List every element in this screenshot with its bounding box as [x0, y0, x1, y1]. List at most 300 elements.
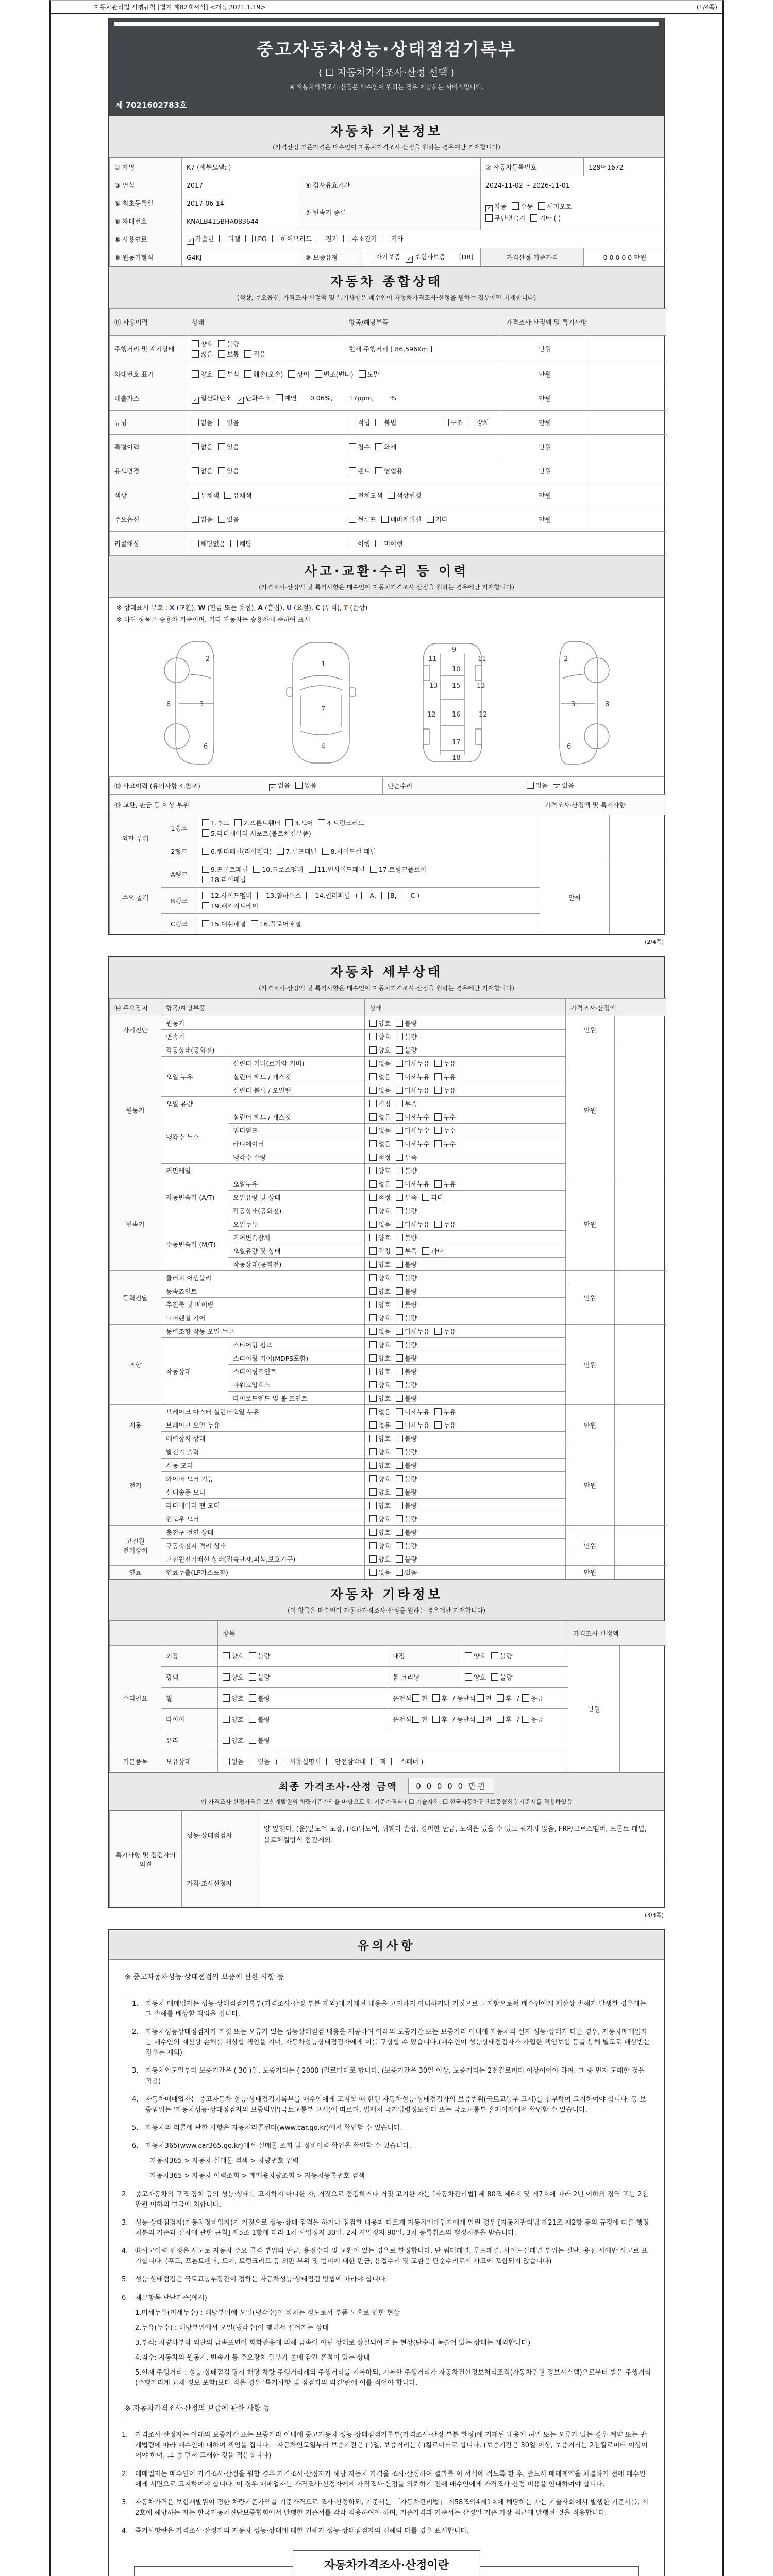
checkbox[interactable] [202, 829, 209, 837]
checkbox[interactable] [434, 1113, 442, 1121]
checkbox[interactable] [369, 1180, 377, 1188]
checkbox[interactable] [491, 1673, 498, 1681]
checkbox[interactable] [369, 1381, 377, 1388]
checkbox[interactable] [434, 1087, 442, 1094]
checkbox[interactable] [434, 1060, 442, 1067]
table-cell: 오일누유 [228, 1177, 365, 1191]
checkbox[interactable] [251, 920, 258, 927]
notices-subhead-1: ※ 중고자동차성능·상태점검의 보증에 관한 사항 등 [122, 1965, 651, 1991]
checkbox[interactable] [369, 1368, 377, 1375]
checkbox[interactable] [369, 1354, 377, 1362]
checkbox[interactable] [465, 1673, 472, 1681]
checkbox[interactable] [396, 1421, 403, 1429]
checkbox[interactable] [442, 419, 449, 426]
checkbox[interactable] [422, 1247, 429, 1255]
option: 미세누수 [396, 1113, 429, 1121]
checkbox[interactable] [306, 892, 313, 899]
option: 양호 [369, 1167, 391, 1175]
checkbox[interactable] [202, 866, 209, 873]
checkbox[interactable] [219, 235, 226, 242]
notices-body [109, 1960, 664, 2576]
option: ✓ 가솔린 [187, 235, 214, 243]
diagram-number: 4 [321, 743, 325, 751]
table-cell: 커먼레일 [161, 1164, 365, 1177]
checkbox[interactable] [512, 202, 519, 210]
checkbox[interactable] [349, 540, 356, 547]
table-cell: 특기사항 및 점검자의 의견 [110, 1811, 182, 1907]
option: 도말 [359, 370, 380, 378]
checkbox[interactable] [434, 1421, 442, 1429]
option: 전 [412, 1716, 427, 1723]
checkbox[interactable] [427, 516, 434, 523]
checkbox[interactable] [396, 1368, 403, 1375]
table-cell [365, 1392, 566, 1405]
checkbox[interactable] [369, 1408, 377, 1415]
checkbox[interactable] [382, 235, 389, 242]
table-row [110, 795, 666, 815]
table-cell [344, 483, 501, 507]
option: 미이행 [375, 540, 402, 548]
checkbox[interactable] [369, 1488, 377, 1496]
table-cell: 만원 [501, 507, 589, 532]
checkbox[interactable] [391, 1758, 398, 1765]
checkbox[interactable] [218, 443, 225, 450]
checkbox[interactable] [527, 782, 534, 789]
checkbox[interactable] [477, 1694, 484, 1702]
checkbox[interactable] [396, 1100, 403, 1107]
checkbox[interactable] [369, 1515, 377, 1522]
option: 보통 [218, 350, 239, 358]
checkbox[interactable] [276, 394, 283, 401]
checkbox[interactable] [349, 516, 356, 523]
checkbox[interactable]: ✓ [485, 205, 493, 212]
table-cell: 가격조사·산정액 및 특기사항 [540, 795, 666, 815]
checkbox[interactable] [192, 419, 199, 426]
checkbox[interactable] [522, 1694, 529, 1702]
checkbox[interactable] [202, 892, 209, 899]
option: 없음 [369, 1328, 391, 1335]
option: ✓ 일산화탄소 [192, 394, 231, 402]
checkbox[interactable] [249, 1694, 256, 1702]
checkbox[interactable] [396, 1515, 403, 1522]
checkbox[interactable] [223, 1652, 230, 1659]
checkbox[interactable] [434, 1328, 442, 1335]
checkbox[interactable] [369, 1314, 377, 1321]
checkbox[interactable] [396, 1408, 403, 1415]
checkbox[interactable] [349, 443, 356, 450]
checkbox[interactable] [396, 1060, 403, 1067]
checkbox[interactable]: ✓ [553, 784, 560, 791]
checkbox[interactable] [218, 467, 225, 474]
table-cell [344, 411, 501, 435]
checkbox[interactable] [396, 1046, 403, 1054]
option: / 동반석 [452, 1716, 476, 1723]
table-cell: 자가보증 ✓ 보험사보증 [DB] [362, 248, 481, 266]
checkbox[interactable] [396, 1287, 403, 1295]
checkbox[interactable] [369, 1154, 377, 1161]
checkbox[interactable] [244, 370, 251, 378]
option: 양호 [369, 1234, 391, 1242]
checkbox[interactable] [396, 1475, 403, 1482]
table-cell [589, 435, 666, 459]
checkbox[interactable] [192, 467, 199, 474]
checkbox[interactable] [369, 1100, 377, 1107]
checkbox[interactable] [396, 1194, 403, 1201]
option: ✓ 자동 [485, 202, 507, 210]
checkbox[interactable] [396, 1354, 403, 1362]
legend-line [116, 602, 657, 614]
checkbox[interactable] [396, 1395, 403, 1402]
table-cell: 현재 주행거리 [ 86,596Km ] [344, 336, 501, 362]
checkbox[interactable] [530, 214, 537, 222]
price-definition-box [134, 2559, 639, 2576]
page-marker-3: (3/4쪽) [645, 1912, 664, 1919]
checkbox[interactable] [396, 1314, 403, 1321]
checkbox[interactable] [369, 1261, 377, 1268]
table-cell [620, 1646, 666, 1772]
checkbox[interactable] [396, 1274, 403, 1281]
option: 후 [497, 1694, 512, 1702]
option: A, [361, 892, 377, 900]
checkbox[interactable] [322, 848, 329, 855]
table-row [110, 336, 666, 362]
checkbox[interactable] [234, 819, 242, 826]
checkbox[interactable] [396, 1301, 403, 1308]
table-cell: 가격산정 기준가격 [481, 248, 584, 266]
option: 불량 [396, 1167, 417, 1175]
table-cell [365, 1016, 566, 1030]
table-cell: 만원 [501, 411, 589, 435]
checkbox[interactable]: ✓ [187, 238, 194, 245]
option: 양호 [369, 1435, 391, 1443]
option: 썬루프 [349, 516, 376, 523]
checkbox[interactable] [491, 1652, 498, 1659]
checkbox[interactable] [396, 1341, 403, 1348]
checkbox[interactable] [349, 467, 356, 474]
legend-note: ※ 하단 항목은 승용차 기준이며, 기타 자동차는 승용차에 준하여 표시 [116, 615, 311, 623]
checkbox[interactable] [367, 253, 374, 260]
option: 4.트렁크리드 [318, 819, 364, 827]
checkbox[interactable]: ✓ [192, 397, 199, 404]
table-cell: 외장 [161, 1646, 218, 1667]
option: 불량 [396, 1515, 417, 1523]
table-row [110, 507, 666, 532]
checkbox[interactable] [396, 1180, 403, 1188]
checkbox[interactable] [192, 370, 199, 378]
checkbox[interactable] [202, 920, 209, 927]
checkbox[interactable] [396, 1127, 403, 1134]
checkbox[interactable] [396, 1502, 403, 1509]
option: 없음 [369, 1127, 391, 1134]
checkbox[interactable] [396, 1381, 403, 1388]
checkbox[interactable] [223, 1694, 230, 1702]
checkbox[interactable] [369, 1127, 377, 1134]
notices-block [108, 1929, 665, 2576]
checkbox[interactable] [396, 1207, 403, 1214]
checkbox[interactable] [202, 902, 209, 909]
checkbox[interactable] [249, 1758, 256, 1765]
checkbox[interactable] [375, 467, 382, 474]
checkbox[interactable] [349, 419, 356, 426]
checkbox[interactable] [434, 1073, 442, 1080]
misc-info-table [109, 1621, 666, 1772]
option: 없음 [369, 1113, 391, 1121]
table-cell: 항목/해당부품 [161, 999, 365, 1016]
checkbox[interactable] [343, 235, 350, 242]
table-row [110, 459, 666, 483]
table-cell [522, 777, 666, 794]
checkbox[interactable] [381, 892, 389, 899]
checkbox[interactable] [253, 866, 260, 873]
table-cell [365, 1284, 566, 1298]
checkbox[interactable] [402, 892, 409, 899]
table-cell: 만원 [501, 435, 589, 459]
option: 있음 [218, 516, 239, 523]
checkbox[interactable] [369, 1274, 377, 1281]
checkbox[interactable] [396, 1569, 403, 1576]
checkbox[interactable] [369, 1529, 377, 1536]
checkbox[interactable] [396, 1247, 403, 1255]
checkbox[interactable] [369, 1328, 377, 1335]
legend-codes: X (교환), W (판금 또는 용접), A (흠집), U (요철), C (부식), T (손상) [170, 604, 368, 612]
checkbox[interactable] [396, 1087, 403, 1094]
checkbox[interactable] [375, 419, 382, 426]
checkbox[interactable] [422, 1194, 429, 1201]
checkbox[interactable] [375, 540, 382, 547]
checkbox[interactable] [369, 1448, 377, 1455]
option: 전 [412, 1694, 427, 1702]
option: 없음 [369, 1221, 391, 1228]
checkbox[interactable] [224, 492, 231, 499]
table-row [110, 1043, 666, 1057]
checkbox[interactable] [349, 492, 356, 499]
checkbox[interactable] [522, 1716, 529, 1723]
checkbox[interactable] [370, 866, 377, 873]
checkbox[interactable] [192, 443, 199, 450]
checkbox[interactable] [244, 350, 251, 358]
checkbox[interactable] [295, 782, 303, 789]
option: / [516, 1694, 522, 1702]
checkbox[interactable] [396, 1234, 403, 1241]
option: 16.플로어패널 [251, 920, 301, 928]
checkbox[interactable] [192, 340, 199, 347]
checkbox[interactable] [396, 1020, 403, 1027]
checkbox[interactable] [245, 235, 253, 242]
checkbox[interactable] [369, 1421, 377, 1429]
checkbox[interactable] [396, 1462, 403, 1469]
checkbox[interactable] [249, 1737, 256, 1744]
checkbox[interactable] [369, 1167, 377, 1174]
checkbox[interactable] [249, 1652, 256, 1659]
checkbox[interactable] [249, 1716, 256, 1723]
option: 적정 [369, 1100, 391, 1108]
checkbox[interactable] [202, 876, 209, 883]
table-cell [610, 861, 666, 934]
table-cell [365, 1365, 566, 1378]
checkbox[interactable] [223, 1673, 230, 1681]
option: 기타 [427, 516, 448, 523]
checkbox[interactable] [359, 370, 366, 378]
option: 19.패키지트레이 [202, 902, 258, 910]
checkbox[interactable]: ✓ [269, 784, 276, 791]
checkbox[interactable] [272, 235, 279, 242]
checkbox[interactable] [396, 1113, 403, 1121]
option: 있음 [218, 467, 239, 475]
checkbox[interactable] [412, 1716, 419, 1723]
checkbox[interactable] [369, 1435, 377, 1442]
table-cell [365, 1512, 566, 1526]
checkbox[interactable] [202, 848, 209, 855]
checkbox[interactable] [223, 1716, 230, 1723]
checkbox[interactable] [369, 1234, 377, 1241]
checkbox[interactable] [369, 1207, 377, 1214]
page-marker-1: (1/4쪽) [696, 4, 717, 11]
checkbox[interactable] [396, 1435, 403, 1442]
checkbox[interactable] [369, 1060, 377, 1067]
checkbox[interactable] [318, 819, 325, 826]
checkbox[interactable] [369, 1542, 377, 1549]
checkbox[interactable] [396, 1221, 403, 1228]
checkbox[interactable] [388, 492, 395, 499]
checkbox[interactable] [369, 1113, 377, 1121]
checkbox[interactable] [434, 1408, 442, 1415]
option: 미세누수 [396, 1140, 429, 1148]
option: 불량 [249, 1694, 270, 1702]
option: 불량 [396, 1435, 417, 1443]
checkbox[interactable] [396, 1529, 403, 1536]
checkbox[interactable] [218, 419, 225, 426]
checkbox[interactable] [434, 1180, 442, 1188]
checkbox[interactable] [369, 1033, 377, 1040]
checkbox[interactable] [249, 1673, 256, 1681]
option: 양호 [369, 1287, 391, 1295]
checkbox[interactable] [326, 1758, 333, 1765]
checkbox[interactable] [218, 340, 225, 347]
checkbox[interactable] [375, 443, 382, 450]
table-cell [365, 1298, 566, 1311]
checkbox[interactable] [361, 892, 368, 899]
checkbox[interactable] [369, 1247, 377, 1255]
checkbox[interactable] [192, 516, 199, 523]
checkbox[interactable] [371, 1758, 378, 1765]
checkbox[interactable] [381, 516, 389, 523]
checkbox[interactable] [396, 1542, 403, 1549]
table-cell [365, 1432, 566, 1445]
checkbox[interactable] [412, 1694, 419, 1702]
checkbox[interactable] [192, 350, 199, 358]
checkbox[interactable] [396, 1167, 403, 1174]
checkbox[interactable] [309, 866, 316, 873]
checkbox[interactable] [223, 1758, 230, 1765]
checkbox[interactable] [369, 1046, 377, 1054]
checkbox[interactable] [434, 1221, 442, 1228]
checkbox[interactable] [369, 1020, 377, 1027]
table-cell: K7 (세부모델: ) [182, 158, 481, 176]
table-cell [388, 1688, 568, 1709]
checkbox[interactable] [432, 1716, 440, 1723]
table-cell [589, 386, 666, 411]
checkbox[interactable] [396, 1555, 403, 1563]
table-cell: 자동변속기 (A/T) [161, 1177, 228, 1217]
checkbox[interactable] [396, 1328, 403, 1335]
checkbox[interactable] [396, 1448, 403, 1455]
diagram-number: 3 [199, 701, 204, 708]
checkbox[interactable] [369, 1475, 377, 1482]
checkbox[interactable] [369, 1221, 377, 1228]
checkbox[interactable]: ✓ [237, 397, 244, 404]
checkbox[interactable] [369, 1555, 377, 1563]
checkbox[interactable] [288, 370, 295, 378]
checkbox[interactable] [369, 1301, 377, 1308]
checkbox[interactable] [315, 370, 322, 378]
checkbox[interactable] [434, 1140, 442, 1147]
checkbox[interactable] [369, 1462, 377, 1469]
table-cell [365, 1485, 566, 1499]
checkbox[interactable] [396, 1488, 403, 1496]
checkbox[interactable] [192, 492, 199, 499]
checkbox[interactable] [218, 350, 225, 358]
checkbox[interactable] [434, 1127, 442, 1134]
checkbox[interactable] [369, 1073, 377, 1080]
checkbox[interactable] [468, 419, 475, 426]
checkbox[interactable] [538, 202, 545, 210]
checkbox[interactable] [465, 1652, 472, 1659]
checkbox[interactable] [223, 1737, 230, 1744]
checkbox[interactable] [369, 1395, 377, 1402]
checkbox[interactable] [432, 1694, 440, 1702]
table-cell [344, 507, 501, 532]
checkbox[interactable] [218, 516, 225, 523]
checkbox[interactable] [285, 819, 293, 826]
option: 미세누유 [396, 1073, 429, 1081]
checkbox[interactable] [369, 1194, 377, 1201]
checkbox[interactable] [202, 819, 209, 826]
checkbox[interactable] [485, 214, 493, 222]
checkbox[interactable] [257, 892, 264, 899]
option: 전체도색 [349, 492, 382, 499]
checkbox[interactable] [317, 235, 324, 242]
checkbox[interactable] [497, 1716, 504, 1723]
checkbox[interactable] [369, 1569, 377, 1576]
checkbox[interactable] [369, 1087, 377, 1094]
checkbox[interactable] [369, 1140, 377, 1147]
checkbox[interactable] [396, 1033, 403, 1040]
table-cell: 클러치 어셈블리 [161, 1271, 365, 1284]
checkbox[interactable] [396, 1073, 403, 1080]
checkbox[interactable] [369, 1502, 377, 1509]
checkbox[interactable] [281, 1758, 288, 1765]
checkbox[interactable]: ✓ [406, 256, 413, 263]
table-cell: 2017-06-14 [182, 194, 300, 212]
checkbox[interactable] [277, 848, 284, 855]
checkbox[interactable] [497, 1694, 504, 1702]
checkbox[interactable] [369, 1287, 377, 1295]
checkbox[interactable] [230, 540, 238, 547]
checkbox[interactable] [396, 1140, 403, 1147]
option: 양호 [369, 1448, 391, 1456]
option: 미세누유 [396, 1060, 429, 1067]
option: 누유 [434, 1060, 456, 1067]
checkbox[interactable] [396, 1261, 403, 1268]
checkbox[interactable] [369, 1341, 377, 1348]
option: 양호 [369, 1555, 391, 1563]
checkbox[interactable] [218, 370, 225, 378]
checkbox[interactable] [477, 1716, 484, 1723]
checkbox[interactable] [192, 540, 199, 547]
notice-item: 3. 자동차가격은 보험개발원이 정한 차량기준가액을 기준가격으로 조사·산정하되, 기준서는 「자동차관리법」 제58조의4제1호에 해당하는 자는 기술사회에서 발행한 기준서를, 제2호에 해당하는 자는 한국자동차진단보증협회에서 발행한 기준서를 각각 적용하여야 하며, 기준가격과 기준서는 산정일 기준 가장 최근에 발행된 것을 적용합니다. [122, 2498, 648, 2517]
notices-group-b [122, 2190, 651, 2389]
checkbox[interactable] [396, 1154, 403, 1161]
